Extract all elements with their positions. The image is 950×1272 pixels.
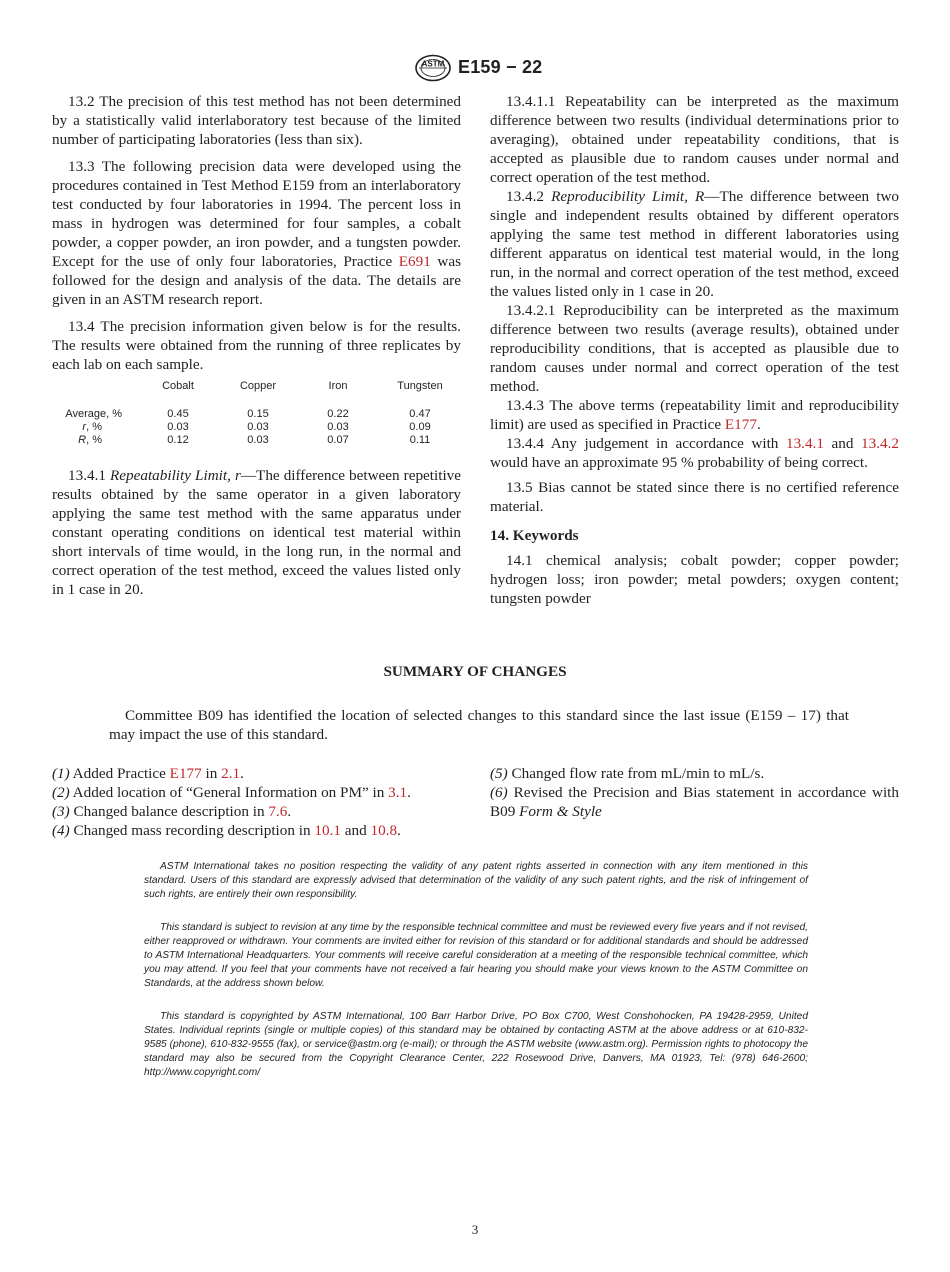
revision-notice: This standard is subject to revision at any time by the responsible technical committee and must be reviewed every five years and if not revised, either reapproved or withdrawn. Your comments are invited either for revision of this standard or for additional standards and should be addressed to ASTM International Headquarters. Your comments will receive careful consideration at a meeting of the responsible technical committee, which you may attend. If you feel that your comments have not received a fair hearing you should make your views known to the ASTM Committee on Standards, at the address shown below.: [144, 922, 808, 989]
table-cell: 0.09: [409, 421, 431, 433]
table-cell: 0.12: [167, 434, 189, 446]
precision-table: [52, 378, 461, 460]
svg-text:ASTM: ASTM: [421, 59, 445, 69]
table-row-label: r, %: [82, 421, 102, 433]
ref-13-4-2-link[interactable]: 13.4.2: [861, 435, 899, 452]
change-item: (4) Changed mass recording description in 10.1 and 10.8.: [52, 822, 401, 839]
table-cell: 0.11: [409, 434, 431, 446]
table-column-header: Copper: [239, 380, 277, 392]
change-item: (2) Added location of “General Information on PM” in 3.1.: [52, 784, 411, 801]
section-13-4-2: 13.4.2 Reproducibility Limit, R—The difference between two single and independent results obtained by different operators applying the same test method in different laboratories using different apparatus on identical test material would, in the long run, in the normal and correct operation of the test method, exceed the values listed only in 1 case in 20.: [490, 188, 900, 300]
section-13-4-3: 13.4.3 The above terms (repeatability limit and reproducibility limit) are used as specified in Practice E177.: [490, 397, 899, 433]
section-13-4-2-1: 13.4.2.1 Reproducibility can be interpreted as the maximum difference between two results (average results), obtained under reproducibility conditions, that is accepted as plausible due to random causes under normal and correct operation of the test method.: [490, 302, 899, 395]
table-cell: 0.03: [247, 421, 269, 433]
table-cell: 0.22: [327, 408, 349, 420]
table-cell: 0.45: [167, 408, 189, 420]
change-item: (5) Changed flow rate from mL/min to mL/s.: [490, 765, 765, 782]
section-13-2: 13.2 The precision of this test method has not been determined by a statistically valid interlaboratory test because of the limited number of participating laboratories (less than six).: [52, 93, 461, 148]
left-column: [52, 92, 461, 607]
changes-list-right: [490, 764, 899, 821]
table-cell: 0.47: [409, 408, 431, 420]
section-13-5: 13.5 Bias cannot be stated since there is no certified reference material.: [490, 479, 899, 515]
section-13-4-4: 13.4.4 Any judgement in accordance with 13.4.1 and 13.4.2 would have an approximate 95 % probability of being correct.: [490, 435, 899, 471]
section-13-4-1-1: 13.4.1.1 Repeatability can be interpreted as the maximum difference between two results (individual determinations prior to averaging), obtained under repeatability conditions, that is accepted as plausible due to random causes under normal and correct operation of the test method.: [490, 93, 899, 186]
right-column: [490, 92, 899, 616]
table-column-header: Tungsten: [397, 380, 443, 392]
table-row-label: Average, %: [65, 408, 122, 420]
document-designation: E159 − 22: [458, 57, 543, 77]
table-cell: 0.07: [327, 434, 349, 446]
table-cell: 0.15: [247, 408, 269, 420]
ref-7-6-link[interactable]: 7.6: [268, 803, 288, 820]
patent-notice: ASTM International takes no position respecting the validity of any patent rights asserted in connection with any item mentioned in this standard. Users of this standard are expressly advised that determination of the validity of any such patent rights, and the risk of infringement of such rights, are entirely their own responsibility.: [144, 861, 808, 900]
section-14-1: 14.1 chemical analysis; cobalt powder; copper powder; hydrogen loss; iron powder; metal powders; oxygen content; tungsten powder: [490, 552, 899, 607]
summary-intro: Committee B09 has identified the location of selected changes to this standard since the last issue (E159 – 17) that may impact the use of this standard.: [109, 707, 849, 743]
section-13-4-1: 13.4.1 Repeatability Limit, r—The difference between repetitive results obtained by the same operator in a given laboratory applying the same test method with the same apparatus under constant operating conditions on identical test material within short intervals of time would, in the long run, in the normal and correct operation of the test method, exceed the values listed only in 1 case in 20.: [52, 467, 461, 598]
section-13-4: 13.4 The precision information given below is for the results. The results were obtained from the running of three replicates by each lab on each sample.: [52, 318, 461, 373]
ref-10-1-link[interactable]: 10.1: [314, 822, 341, 839]
change-item: (6) Revised the Precision and Bias statement in accordance with B09 Form & Style: [490, 784, 899, 820]
copyright-notice: This standard is copyrighted by ASTM International, 100 Barr Harbor Drive, PO Box C700, West Conshohocken, PA 19428-2959, United States. Individual reprints (single or multiple copies) of this standard may be obtained by contacting ASTM at the above address or at 610-832-9585 (phone), 610-832-9555 (fax), or service@astm.org (e-mail); or through the ASTM website (www.astm.org). Permission rights to photocopy the standard may also be secured from the Copyright Clearance Center, 222 Rosewood Drive, Danvers, MA 01923, Tel: (978) 646-2600; http://www.copyright.com/: [144, 1011, 808, 1078]
table-row-label: R, %: [78, 434, 102, 446]
table-cell: 0.03: [167, 421, 189, 433]
ref-e691-link[interactable]: E691: [398, 253, 431, 270]
ref-3-1-link[interactable]: 3.1: [388, 784, 408, 801]
change-item: (1) Added Practice E177 in 2.1.: [52, 765, 244, 782]
ref-13-4-1-link[interactable]: 13.4.1: [785, 435, 824, 452]
keywords-heading: 14. Keywords: [490, 527, 579, 544]
page-header: [0, 54, 950, 84]
table-cell: 0.03: [247, 434, 269, 446]
table-cell: 0.03: [327, 421, 349, 433]
ref-e177-link[interactable]: E177: [724, 416, 757, 433]
change-item: (3) Changed balance description in 7.6.: [52, 803, 292, 820]
ref-e177-link[interactable]: E177: [169, 765, 202, 782]
ref-2-1-link[interactable]: 2.1: [221, 765, 241, 782]
summary-title: SUMMARY OF CHANGES: [383, 663, 567, 680]
ref-10-8-link[interactable]: 10.8: [370, 822, 398, 839]
table-column-header: Iron: [328, 380, 348, 392]
section-13-3: 13.3 The following precision data were developed using the procedures contained in Test Method E159 from an interlaboratory test conducted by four laboratories in 1994. The percent loss in mass in hydrogen was determined for four samples, a cobalt powder, a copper powder, an iron powder, and a tungsten powder. Except for the use of only four laboratories, Practice E691 was followed for the design and analysis of the data. The details are given in an ASTM research report.: [52, 158, 461, 308]
changes-list-left: [52, 764, 472, 840]
page-number: 3: [471, 1222, 479, 1237]
astm-logo: [414, 54, 452, 82]
table-column-header: Cobalt: [162, 380, 194, 392]
